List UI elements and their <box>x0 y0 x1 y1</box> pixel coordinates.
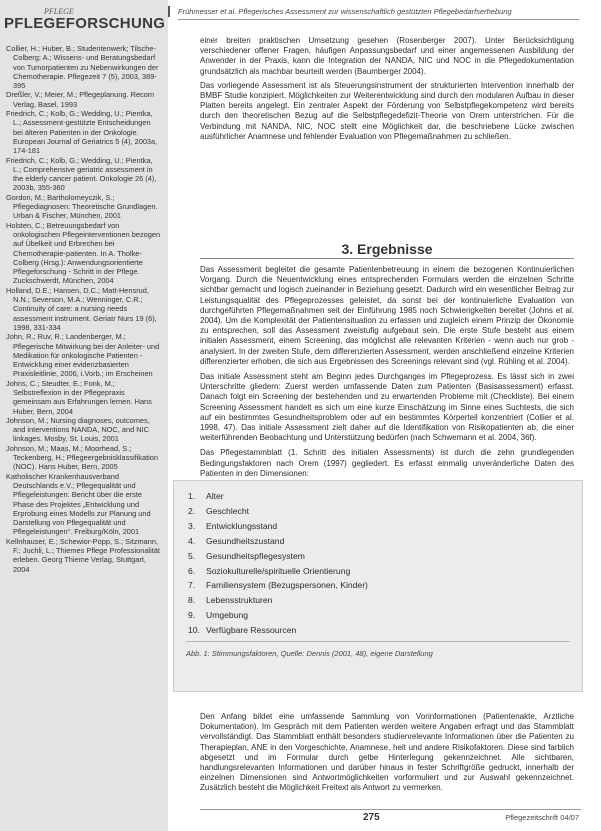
paragraph: Das Pflegestammblatt (1. Schritt des initialen Assessments) ist durch die zehn grundlegenden Bedingungsfaktoren nach Orem (1997) gegliedert. Es erfasst einmalig unveränderliche Daten des Patienten in den Dimensionen: <box>200 448 574 478</box>
intro-text <box>200 36 574 146</box>
footer-divider <box>200 809 581 810</box>
reference-item: Gordon, M.; Bartholomeyczik, S.; Pflegediagnosen: Theoretische Grundlagen. Urban & Fischer, München, 2001 <box>6 192 158 221</box>
reference-item: Johnson, M.; Nursing diagnoses, outcomes, and interventions NANDA, NOC, and NIC linkages. Mosby, St. Louis, 2001 <box>6 415 150 444</box>
logo-overline: PFLEGE <box>44 7 74 16</box>
section-divider <box>200 258 574 259</box>
running-header <box>168 0 601 30</box>
section-heading: 3. Ergebnisse <box>341 241 433 257</box>
logo-title: PFLEGEFORSCHUNG <box>4 15 166 32</box>
list-item: 8. Lebensstrukturen <box>188 595 273 606</box>
paragraph: Den Anfang bildet eine umfassende Sammlung von Vorinformationen (Patientenakte, Arztliche Dokumentation). Im Gespräch mit dem Patienten werden weitere Angaben erfragt und das Stammblatt vervollständigt. Das Stammblatt enthält besonders studienrelevante Informationen über die Patienten zu Therapieplan, ANE in den Vorgeschichte, Anamnese, heit und andere Risikofaktoren. Diese sind farblich abgesetzt und im Formular durch gelbe Hinterlegung gekennzeichnet. Alle sichtbaren, handlungsrelevanten Informationen und darüber hinaus in fester Schriftgröße gedruckt, innerhalb der einzelnen Dimensionen sind Antwortmöglichkeiten vorformuliert und zur Auswahl gekennzeichnet. Zusätzlich besteht die Möglichkeit Freitext als Antwort zu vermerken. <box>200 712 574 793</box>
list-item: 9. Umgebung <box>188 610 249 621</box>
paragraph: Das Assessment begleitet die gesamte Patientenbetreuung in einem die bezogenen Kontinuierlichen Vorgang. Durch die Neuentwicklung eines entsprechenden Formulars werden die einzelnen Schritte sichtbar gemacht und logisch zueinander in Beziehung gesetzt. Dadurch wird ein wesentlicher Beitrag zur Leistungsqualität des Pflegeprozesses geleistet, da sonst bei der kontinuierliche Evaluation von durchgeführten Pflegemaßnahmen seit der Einführung 1985 noch Schwierigkeiten bereitet (Johns et al. 2004). Um die Komplexität der Patientensituation zu erfassen und zugleich einem Prinzip der Ökonomie zu entsprechen, soll das Assessment zweistufig aufgebaut sein. Die erste Stufe besteht aus einem initialen Assessment, einem Screening, das möglichst alle relevanten Kriterien - wenn auch nur grob - analysiert. In der zweiten Stufe, dem differenzierten Assessment, werden anschließend einzelne Kriterien differenzierter erhoben, die sich aus Ergebnissen des Screenings relevant sind (vgl. Rühling et al. 2004). <box>200 265 574 366</box>
running-title: Frühmesser et al. Pflegerisches Assessment zur wissenschaftlich gestützten Pflegebedarfserhebung <box>178 7 579 20</box>
reference-list <box>6 44 162 574</box>
header-marker <box>168 6 170 17</box>
paragraph: Das vorliegende Assessment ist als Steuerungsinstrument der strukturierten Intervention innerhalb der BMBF Studie konzipiert. Möglichkeiten zur Weiterentwicklung sind durch den modularen Aufbau in dieser Platten bereits angelegt. Ein zentraler Aspekt der Förderung von Selbstpflegekompetenz wird bereits durch den theoretischen Bezug auf die Selbstpflegedefizit-Theorie von Orem unterstrichen. Für die Verbindung mit NANDA, NIC, NOC stellt eine Möglichkeit dar, die beschriebene Lücke zwischen ausführlicher Anamnese und fehlender Evaluation von Pflegemaßnahmen zu schließen. <box>200 80 574 141</box>
page-number: 275 <box>363 812 380 823</box>
paragraph: Das initiale Assessment steht am Beginn jedes Durchganges im Pflegeprozess. Es lässt sich in zwei Unterschritte gliedern: Zuerst werden umfassende Daten zum Patienten (Basisassessment) erfasst. Danach folgt ein Screening der bestehenden und zu erwartenden Probleme mit (Checkliste). Bei einem Screening Assessment handelt es sich um eine kurze Einschätzung im Sinne eines Suchtests, die sich auf ein bestimmtes Gesundheitsproblem oder auf ein bestimmtes Körperteil konzentriert (Collier et al. 1998, 47). Das initiale Assessment zielt daher auf die Identifikation von Risikopatienten ab, die einer weiterführenden Beobachtung und Unterstützung bedürfen (nach Schwemann et al. 2004, 36f). <box>200 372 574 443</box>
list-item: 2. Geschlecht <box>188 505 249 516</box>
list-item: 10. Verfügbare Ressourcen <box>188 625 297 636</box>
figure-box <box>173 480 583 692</box>
reference-item: Friedrich, C.; Kolb, G.; Wedding, U.; Pientka, L.; Assessment-gestützte Entscheidungen bei älteren Patienten in der Onkologie. European Journal of Geriatrics 5 (4), 2003a, 174-181 <box>6 109 158 156</box>
list-item: 7. Familiensystem (Bezugspersonen, Kinder) <box>188 580 368 591</box>
journal-logo <box>4 7 166 35</box>
reference-item: Holsten, C.; Betreuungsbedarf von onkologischen Pflegeinterventionen bezogen auf Übelkeit und Erbrechen bei Chemotherapie-patienten. In A. Tholke-Colberg (Hrsg.): Anwendungsorientierte Pflegeforschung - Schritt in der Pflege. Zuckschwerdt, München, 2004 <box>6 220 161 286</box>
closing-text <box>200 712 574 794</box>
reference-item: Holland, D.E.; Hansen, D.C.; Matt-Hensrud, N.N.; Severson, M.A.; Wenninger, C.R.; Continuity of care: a nursing needs assessment instrument. Geriatr Nurs 19 (6), 1998, 331-334 <box>6 285 157 332</box>
results-text <box>200 265 574 484</box>
list-item: 4. Gesundheitszustand <box>188 535 285 546</box>
reference-sidebar <box>0 0 168 831</box>
reference-item: Friedrich, C.; Kolb, G.; Wedding, U.; Pientka, L.; Comprehensive geriatric assessment in the elderly cancer patient. Onkologie 26 (4), 2003b, 355-360 <box>6 155 157 193</box>
reference-item: Dreßler, V.; Meier, M.; Pflegeplanung. Recom Verlag, Basel, 1993 <box>6 90 155 109</box>
reference-item: Johns, C.; Steudter, E.; Fonk, M.; Selbstreflexion in der Pflegepraxis gemeinsam aus Erfahrungen lernen. Hans Huber, Bern, 2004 <box>6 378 152 416</box>
list-item: 5. Gesundheitspflegesystem <box>188 550 305 561</box>
reference-item: John, R.; Ruv, R.; Landenberger, M.; Pflegerische Mitwirkung bei der Anleiter- und Medikation für onkologische Patienten - Entwicklung einer evidenzbasierten Praxisleitlinie, 2006, i.Vorb.; im Erscheinen <box>6 332 160 379</box>
reference-item: Collier, H.; Huber, B.; Studentenwerk; Tilsche-Colberg; A.; Wissens- und Beratungsbedarf von Tumorpatienten zu Nebenwirkungen der Chemotherapie. Pflegezeit 7 (5), 2003, 389-395 <box>6 44 159 91</box>
list-item: 3. Entwicklungsstand <box>188 520 278 531</box>
figure-caption: Abb. 1: Stimmungsfaktoren, Quelle: Dennis (2001, 48), eigene Darstellung <box>186 649 433 658</box>
reference-item: Katholischer Krankenhausverband Deutschlands e.V.; Pflegequalität und Pflegeleistungen: Bericht über die erste Phase des Projektes „Entwicklung und Erprobung eines Modells zur Planung und Darstellung von Pflegequalität und Pflegeleistungen“. Freiburg/Köln, 2001 <box>6 471 151 537</box>
list-item: 1. Alter <box>188 491 224 501</box>
paragraph: einer breiten praktischen Umsetzung gesehen (Rosenberger 2007). Unter Berücksichtigung verschiedener offener Fragen, häufigen Anpassungsbedarf und einer angemessenen Ausbildung der Anwender in der Praxis, kann die Integration der NANDA, NIC und NOC in die Pflegedokumentation grundsätzlich als machbar beurteilt werden (Baumberger 2004). <box>200 36 574 76</box>
reference-item: Kellnhauser, E.; Schewior-Popp, S.; Sitzmann, F.; Juchli, L.; Thiemes Pflege Professionalität erleben. Georg Thieme Verlag, Stuttgart, 2004 <box>6 536 160 574</box>
figure-divider <box>186 641 570 642</box>
dimension-list <box>188 489 368 638</box>
reference-item: Johnson, M.; Maas, M.; Moorhead, S.; Teckenberg, H.; Pflegeergebnisklassifikation (NOC). Hans Huber, Bern, 2005 <box>6 443 159 472</box>
list-item: 6. Soziokulturelle/spirituelle Orientierung <box>188 565 351 576</box>
issue-label: Pflegezeitschrift 04/07 <box>505 813 579 822</box>
